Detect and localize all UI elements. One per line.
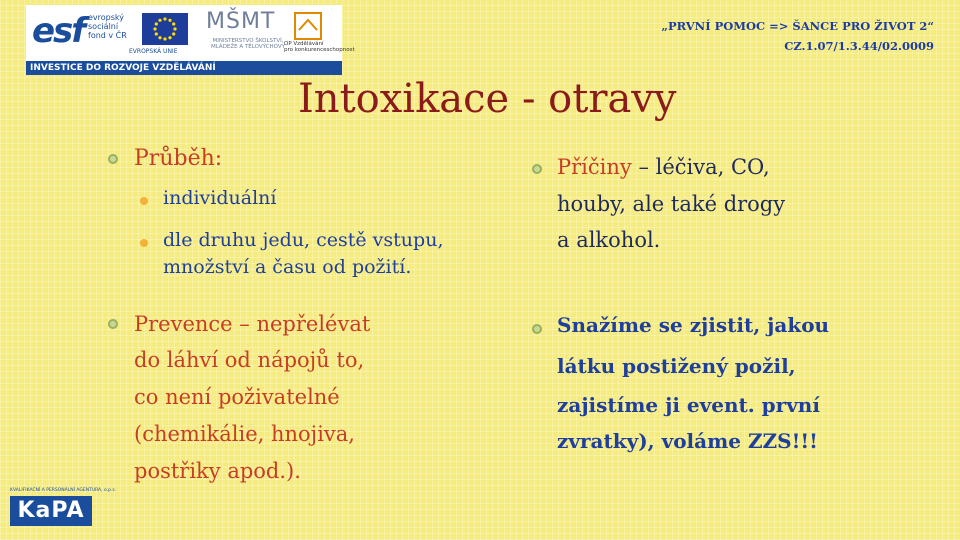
left-prevention-line2: do láhví od nápojů to, — [134, 348, 365, 372]
eu-flag-icon — [142, 13, 188, 45]
esf-logo-text: evropský sociální fond v ČR — [88, 13, 127, 40]
right-causes-label: Příčiny — [557, 155, 632, 179]
right-action-line1: Snažíme se zjistit, jakou — [557, 313, 830, 337]
msmt-logo-text: MINISTERSTVO ŠKOLSTVÍ, MLÁDEŽE A TĚLOVÝCHOVY — [211, 38, 285, 50]
op-logo-text: OP Vzdělávání pro konkurenceschopnost — [284, 41, 355, 53]
right-action-line3: zajistíme ji event. první — [557, 393, 820, 417]
eu-label: EVROPSKÁ UNIE — [129, 48, 178, 55]
kapa-logo — [10, 488, 117, 530]
right-causes-line3: a alkohol. — [557, 228, 661, 252]
bullet-icon — [108, 319, 118, 329]
right-causes-line1 — [557, 155, 770, 179]
right-action-line4: zvratky), voláme ZZS!!! — [557, 429, 818, 453]
invest-banner: INVESTICE DO ROZVOJE VZDĚLÁVÁNÍ — [26, 61, 342, 75]
project-code: CZ.1.07/1.3.44/02.0009 — [784, 39, 934, 53]
bullet-icon — [532, 164, 542, 174]
bullet-icon — [532, 324, 542, 334]
logo-banner — [26, 5, 355, 75]
left-sub-individual: individuální — [163, 187, 277, 209]
right-action-line2: látku postižený požil, — [557, 354, 796, 378]
left-prevention-line3: co není poživatelné — [134, 385, 340, 409]
op-logo-icon — [294, 12, 322, 40]
kapa-logo-caption: KVALIFIKAČNÍ A PERSONÁLNÍ AGENTURA, o.p.s. — [10, 488, 117, 493]
project-header — [661, 16, 934, 56]
slide-title: Intoxikace - otravy — [298, 76, 677, 122]
left-prevention-line1: Prevence – nepřelévat — [134, 312, 371, 336]
bullet-icon — [108, 154, 118, 164]
project-name: „PRVNÍ POMOC => ŠANCE PRO ŽIVOT 2“ — [661, 19, 934, 33]
left-prevention-line5: postřiky apod.). — [134, 459, 301, 483]
left-prevention-line4: (chemikálie, hnojiva, — [134, 422, 355, 446]
kapa-logo-mark: KaPA — [10, 496, 92, 526]
msmt-logo: MŠMT — [206, 9, 276, 34]
sub-bullet-icon — [140, 197, 148, 205]
left-sub-type-line1: dle druhu jedu, cestě vstupu, — [163, 229, 444, 251]
right-causes-rest: – léčiva, CO, — [631, 155, 770, 179]
left-sub-type-line2: množství a času od požití. — [163, 256, 412, 278]
esf-logo: esf — [32, 11, 85, 51]
right-causes-line2: houby, ale také drogy — [557, 192, 786, 216]
sub-bullet-icon — [140, 239, 148, 247]
left-heading-course: Průběh: — [134, 146, 223, 171]
